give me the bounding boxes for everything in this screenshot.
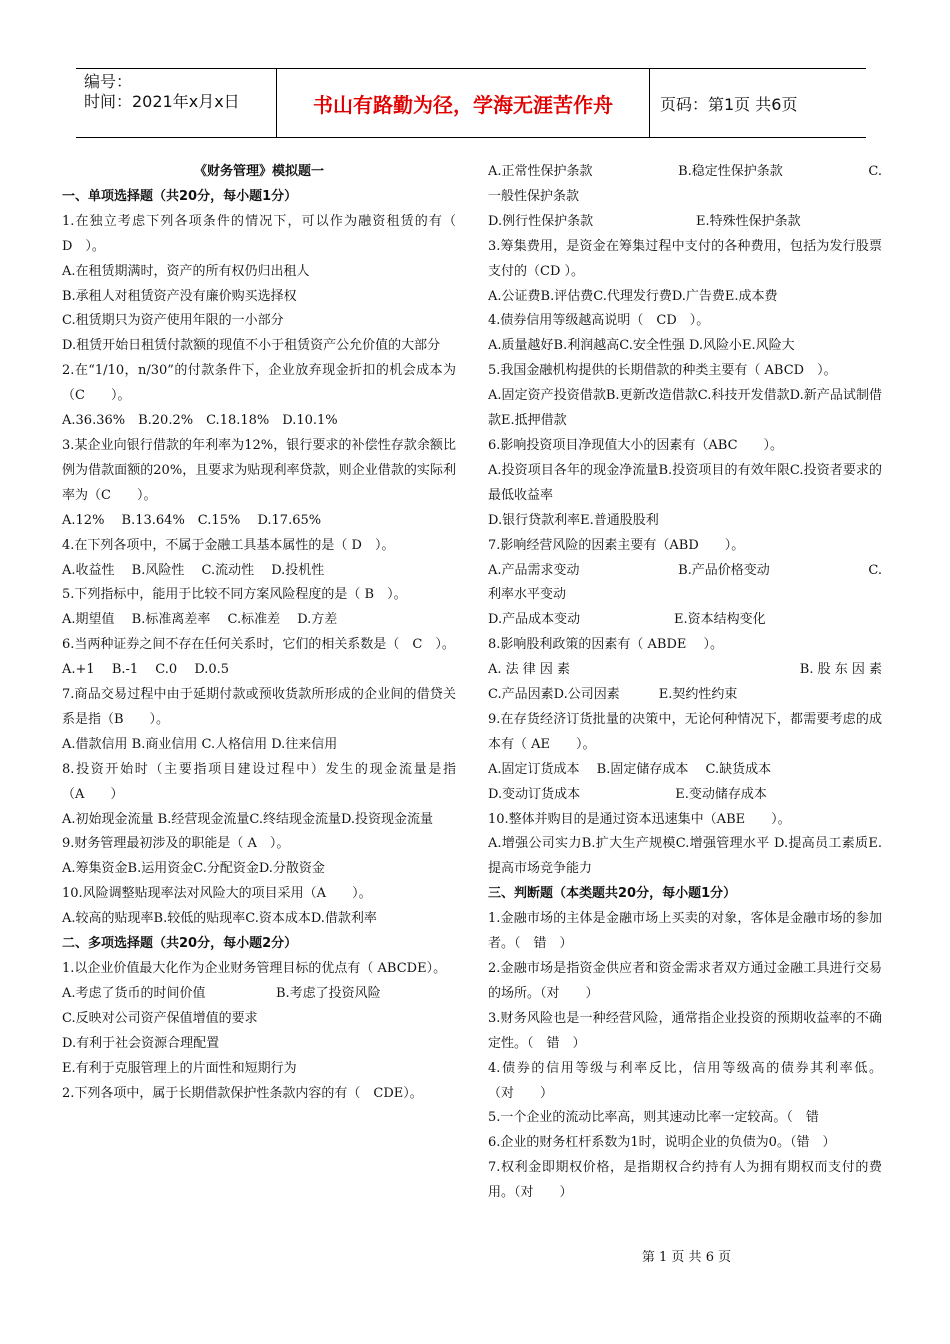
question: 4.在下列各项中，不属于金融工具基本属性的是（ D ）。	[62, 537, 395, 553]
question: 7.商品交易过程中由于延期付款或预收货款所形成的企业间的借贷关系是指（B ）。	[62, 687, 456, 727]
question: 7.影响经营风险的因素主要有（ABD ）。	[488, 537, 745, 553]
question: 4.债券信用等级越高说明（ CD ）。	[488, 313, 710, 329]
option-row	[488, 559, 882, 584]
options: A.初始现金流量 B.经营现金流量C.终结现金流量D.投资现金流量	[62, 811, 434, 827]
judgement: 4.债券的信用等级与利率反比，信用等级高的债券其利率低。（对 ）	[488, 1060, 882, 1101]
options: A.固定订货成本 B.固定储存成本 C.缺货成本	[488, 761, 772, 777]
option: E.有利于克服管理上的片面性和短期行为	[62, 1060, 297, 1076]
options: A.借款信用 B.商业信用 C.人格信用 D.往来信用	[62, 736, 338, 752]
option: B.考虑了投资风险	[276, 985, 381, 1001]
option: A.产品需求变动	[488, 562, 580, 578]
option-row	[488, 608, 882, 633]
question: 9.在存货经济订货批量的决策中，无论何种情况下，都需要考虑的成本有（ AE ）。	[488, 711, 882, 752]
number-label: 编号：	[84, 72, 133, 91]
option: D.租赁开始日租赁付款额的现值不小于租赁资产公允价值的大部分	[62, 338, 441, 354]
options: C.产品因素D.公司因素 E.契约性约束	[488, 687, 738, 703]
option: D.产品成本变动	[488, 612, 581, 628]
options: A.增强公司实力B.扩大生产规模C.增强管理水平 D.提高员工素质E.提高市场竞争能力	[488, 836, 882, 877]
left-column	[62, 160, 470, 1106]
options: D.变动订货成本 E.变动储存成本	[488, 786, 767, 802]
options: A.公证费B.评估费C.代理发行费D.广告费E.成本费	[488, 288, 778, 304]
options: A.质量越好B.利润越高C.安全性强 D.风险小E.风险大	[488, 338, 795, 354]
question: 1.以企业价值最大化作为企业财务管理目标的优点有（ ABCDE）。	[62, 961, 447, 976]
time-label: 时间：2021年x月x日	[84, 92, 240, 111]
page-info: 页码：第1页 共6页	[660, 94, 798, 114]
option: C.反映对公司资产保值增值的要求	[62, 1010, 258, 1026]
header-meta	[76, 69, 277, 137]
options: A.固定资产投资借款B.更新改造借款C.科技开发借款D.新产品试制借款E.抵押借款	[488, 388, 882, 429]
options: A.较高的贴现率B.较低的贴现率C.资本成本D.借款利率	[62, 911, 377, 927]
question: 5.我国金融机构提供的长期借款的种类主要有（ ABCD ）。	[488, 363, 837, 379]
option: A.考虑了货币的时间价值	[62, 985, 206, 1001]
option-row	[488, 658, 882, 683]
options: A.12% B.13.64% C.15% D.17.65%	[62, 512, 322, 528]
option: C.租赁期只为资产使用年限的一小部分	[62, 313, 284, 329]
option: 利率水平变动	[488, 587, 567, 603]
page-footer: 第 1 页 共 6 页	[641, 1250, 732, 1265]
question: 8.投资开始时（主要指项目建设过程中）发生的现金流量是指（A ）	[62, 761, 456, 802]
motto: 书山有路勤为径，学海无涯苦作舟	[277, 69, 650, 137]
option: C.	[868, 164, 882, 179]
page-header	[76, 68, 866, 138]
question: 5.下列指标中，能用于比较不同方案风险程度的是（ B ）。	[62, 587, 407, 603]
option: D.有利于社会资源合理配置	[62, 1035, 220, 1051]
section-heading: 二、多项选择题（共20分，每小题2分）	[62, 936, 298, 952]
option: B.承租人对租赁资产没有廉价购买选择权	[62, 288, 297, 304]
options: A.投资项目各年的现金净流量B.投资项目的有效年限C.投资者要求的最低收益率	[488, 462, 882, 503]
question: 3.筹集费用，是资金在筹集过程中支付的各种费用，包括为发行股票支付的（CD ）。	[488, 238, 882, 279]
question: 10.风险调整贴现率法对风险大的项目采用（A ）。	[62, 886, 372, 902]
option: C.	[868, 562, 882, 578]
document-title: 《财务管理》模拟题一	[193, 164, 324, 179]
question: 2.在“1/10，n/30”的付款条件下，企业放弃现金折扣的机会成本为（C ）。	[62, 363, 456, 404]
judgement: 7.权利金即期权价格，是指期权合约持有人为拥有期权而支付的费用。（对 ）	[488, 1160, 882, 1201]
options: A.+1 B.-1 C.0 D.0.5	[62, 662, 230, 678]
option-row	[488, 160, 882, 185]
option-row	[488, 210, 882, 235]
option: E.特殊性保护条款	[696, 213, 801, 229]
question: 6.影响投资项目净现值大小的因素有（ABC ）。	[488, 437, 784, 453]
question: 3.某企业向银行借款的年利率为12%，银行要求的补偿性存款余额比例为借款面额的20%，且要求为贴现利率贷款，则企业借款的实际利率为（C ）。	[62, 437, 456, 503]
question: 9.财务管理最初涉及的职能是（ A ）。	[62, 836, 290, 852]
question: 10.整体并购目的是通过资本迅速集中（ABE ）。	[488, 811, 791, 827]
section-heading: 一、单项选择题（共20分，每小题1分）	[62, 188, 298, 204]
option-row	[62, 982, 456, 1007]
option: D.例行性保护条款	[488, 213, 594, 229]
options: A.筹集资金B.运用资金C.分配资金D.分散资金	[62, 861, 325, 877]
judgement: 6.企业的财务杠杆系数为1时，说明企业的负债为0。（错 ）	[488, 1135, 836, 1151]
option: A.在租赁期满时，资产的所有权仍归出租人	[62, 263, 310, 279]
option: A.正常性保护条款	[488, 164, 593, 179]
option: B. 股 东 因 素	[799, 662, 882, 678]
right-column	[488, 160, 882, 1206]
question: 8.影响股利政策的因素有（ ABDE ）。	[488, 637, 724, 653]
section-heading: 三、判断题（本类题共20分，每小题1分）	[488, 886, 737, 902]
judgement: 5.一个企业的流动比率高，则其速动比率一定较高。（ 错	[488, 1110, 819, 1126]
judgement: 1.金融市场的主体是金融市场上买卖的对象，客体是金融市场的参加者。（ 错 ）	[488, 911, 882, 952]
options: A.期望值 B.标准离差率 C.标准差 D.方差	[62, 612, 338, 628]
option: B.产品价格变动	[678, 562, 770, 578]
question: 6.当两种证券之间不存在任何关系时，它们的相关系数是（ C ）。	[62, 637, 455, 653]
option: B.稳定性保护条款	[678, 164, 783, 179]
option: A. 法 律 因 素	[488, 662, 571, 678]
option: E.资本结构变化	[674, 612, 766, 628]
options: A.收益性 B.风险性 C.流动性 D.投机性	[62, 562, 325, 578]
judgement: 3.财务风险也是一种经营风险，通常指企业投资的预期收益率的不确定性。（ 错 ）	[488, 1010, 882, 1051]
option: 一般性保护条款	[488, 188, 580, 204]
judgement: 2.金融市场是指资金供应者和资金需求者双方通过金融工具进行交易的场所。（对 ）	[488, 961, 882, 1001]
question: 1.在独立考虑下列各项条件的情况下，可以作为融资租赁的有（ D ）。	[62, 213, 470, 254]
options: A.36.36% B.20.2% C.18.18% D.10.1%	[62, 413, 338, 429]
options: D.银行贷款利率E.普通股股利	[488, 512, 659, 528]
question: 2.下列各项中，属于长期借款保护性条款内容的有（ CDE）。	[62, 1085, 423, 1101]
